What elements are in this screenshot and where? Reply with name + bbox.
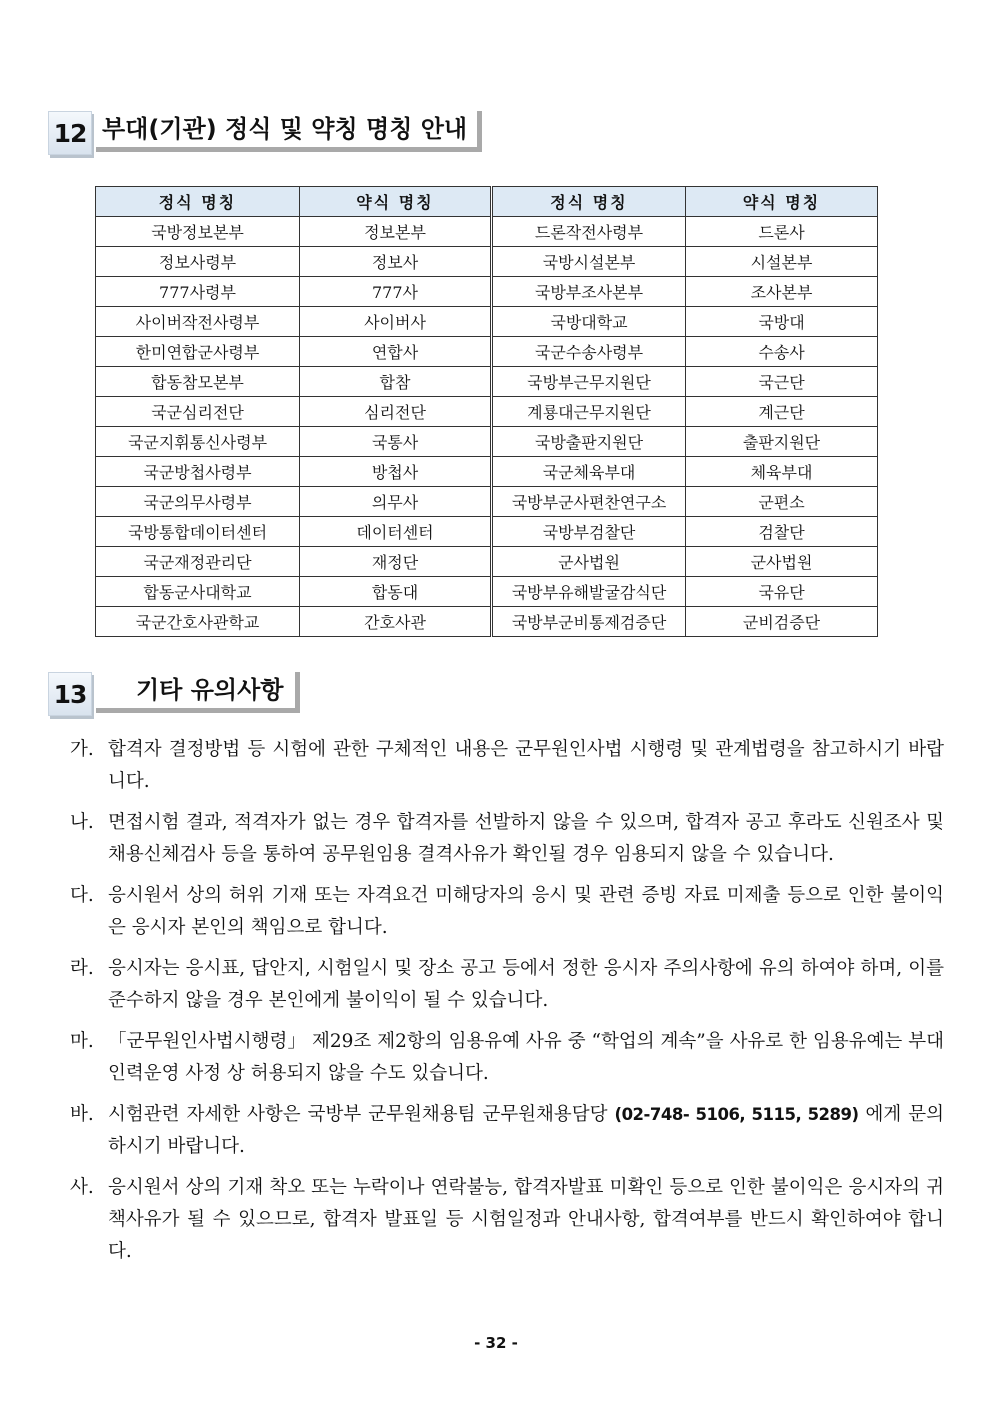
official-name-cell: 국군심리전단 [96, 397, 300, 427]
note-item [70, 1172, 944, 1268]
short-name-cell: 합동대 [300, 577, 492, 607]
short-name-cell: 간호사관 [300, 607, 492, 637]
note-text-tail: 에게 문의하시기 바랍니다. [108, 1104, 944, 1157]
official-name-cell: 드론작전사령부 [492, 217, 686, 247]
short-name-cell: 정보본부 [300, 217, 492, 247]
official-name-cell: 국방부근무지원단 [492, 367, 686, 397]
section-number-badge: 13 [48, 672, 92, 716]
table-row [96, 577, 878, 607]
short-name-cell: 군편소 [686, 487, 878, 517]
section-12-header [48, 111, 518, 157]
official-name-cell: 777사령부 [96, 277, 300, 307]
short-name-cell: 데이터센터 [300, 517, 492, 547]
table-row [96, 277, 878, 307]
official-name-cell: 국방출판지원단 [492, 427, 686, 457]
note-text [108, 734, 944, 798]
short-name-cell: 군사법원 [686, 547, 878, 577]
note-text [108, 880, 944, 944]
short-name-cell: 검찰단 [686, 517, 878, 547]
official-name-cell: 합동군사대학교 [96, 577, 300, 607]
short-name-cell: 연합사 [300, 337, 492, 367]
note-text [108, 953, 944, 1017]
official-name-cell: 군사법원 [492, 547, 686, 577]
official-name-cell: 국방대학교 [492, 307, 686, 337]
note-text-main: 면접시험 결과, 적격자가 없는 경우 합격자를 선발하지 않을 수 있으며, 합격자 공고 후라도 신원조사 및 채용신체검사 등을 통하여 공무원임용 결격사유가 확인될 경우 임용되지 않을 수 있습니다. [108, 812, 944, 865]
note-text [108, 807, 944, 871]
note-marker: 다. [70, 885, 94, 906]
short-name-cell: 국근단 [686, 367, 878, 397]
header-official-name: 정식 명칭 [492, 187, 686, 217]
short-name-cell: 국방대 [686, 307, 878, 337]
note-text-main: 「군무원인사법시행령」 제29조 제2항의 임용유예 사유 중 “학업의 계속”을 사유로 한 임용유예는 부대 인력운영 사정 상 허용되지 않을 수도 있습니다. [108, 1031, 944, 1084]
note-text [108, 1172, 944, 1268]
short-name-cell: 시설본부 [686, 247, 878, 277]
notes-list [70, 734, 944, 1277]
official-name-cell: 계룡대근무지원단 [492, 397, 686, 427]
header-short-name: 약식 명칭 [300, 187, 492, 217]
note-text-main: 응시원서 상의 기재 착오 또는 누락이나 연락불능, 합격자발표 미확인 등으로 인한 불이익은 응시자의 귀책사유가 될 수 있으므로, 합격자 발표일 등 시험일정과 안내사항, 합격여부를 반드시 확인하여야 합니다. [108, 1177, 944, 1262]
official-name-cell: 국방부군사편찬연구소 [492, 487, 686, 517]
header-official-name: 정식 명칭 [96, 187, 300, 217]
header-short-name: 약식 명칭 [686, 187, 878, 217]
official-name-cell: 국방시설본부 [492, 247, 686, 277]
short-name-cell: 정보사 [300, 247, 492, 277]
note-text-main: 시험관련 자세한 사항은 국방부 군무원채용팀 군무원채용담당 [108, 1104, 615, 1125]
note-text-main: 응시원서 상의 허위 기재 또는 자격요건 미해당자의 응시 및 관련 증빙 자료 미제출 등으로 인한 불이익은 응시자 본인의 책임으로 합니다. [108, 885, 944, 938]
short-name-cell: 조사본부 [686, 277, 878, 307]
official-name-cell: 국방부군비통제검증단 [492, 607, 686, 637]
official-name-cell: 국군재정관리단 [96, 547, 300, 577]
short-name-cell: 방첩사 [300, 457, 492, 487]
note-marker: 라. [70, 958, 94, 979]
table-row [96, 427, 878, 457]
table-row [96, 607, 878, 637]
table-row [96, 547, 878, 577]
table-row [96, 517, 878, 547]
note-marker: 마. [70, 1031, 94, 1052]
note-text-main: 응시자는 응시표, 답안지, 시험일시 및 장소 공고 등에서 정한 응시자 주의사항에 유의 하여야 하며, 이를 준수하지 않을 경우 본인에게 불이익이 될 수 있습니다. [108, 958, 944, 1011]
table-row [96, 457, 878, 487]
page-number: - 32 - [474, 1334, 518, 1352]
note-item [70, 807, 944, 871]
official-name-cell: 국군수송사령부 [492, 337, 686, 367]
short-name-cell: 사이버사 [300, 307, 492, 337]
short-name-cell: 국유단 [686, 577, 878, 607]
note-marker: 가. [70, 739, 94, 760]
short-name-cell: 합참 [300, 367, 492, 397]
table-row [96, 307, 878, 337]
note-item [70, 734, 944, 798]
note-text-main: 합격자 결정방법 등 시험에 관한 구체적인 내용은 군무원인사법 시행령 및 관계법령을 참고하시기 바랍니다. [108, 739, 944, 792]
note-item [70, 880, 944, 944]
table-row [96, 217, 878, 247]
official-name-cell: 국방통합데이터센터 [96, 517, 300, 547]
table-header-row [96, 187, 878, 217]
official-name-cell: 한미연합군사령부 [96, 337, 300, 367]
official-name-cell: 국방부유해발굴감식단 [492, 577, 686, 607]
short-name-cell: 체육부대 [686, 457, 878, 487]
note-marker: 나. [70, 812, 94, 833]
official-name-cell: 국방부검찰단 [492, 517, 686, 547]
short-name-cell: 심리전단 [300, 397, 492, 427]
short-name-cell: 재정단 [300, 547, 492, 577]
note-text [108, 1099, 944, 1163]
section-13-header [48, 672, 338, 718]
official-name-cell: 국방부조사본부 [492, 277, 686, 307]
note-text [108, 1026, 944, 1090]
section-number-badge: 12 [48, 111, 92, 155]
table-row [96, 337, 878, 367]
official-name-cell: 국방정보본부 [96, 217, 300, 247]
table-row [96, 397, 878, 427]
note-marker: 바. [70, 1104, 94, 1125]
short-name-cell: 군비검증단 [686, 607, 878, 637]
note-item [70, 1099, 944, 1163]
table-row [96, 247, 878, 277]
note-marker: 사. [70, 1177, 94, 1198]
official-name-cell: 국군방첩사령부 [96, 457, 300, 487]
short-name-cell: 드론사 [686, 217, 878, 247]
section-title: 기타 유의사항 [96, 672, 300, 713]
note-item [70, 953, 944, 1017]
official-name-cell: 사이버작전사령부 [96, 307, 300, 337]
official-name-cell: 합동참모본부 [96, 367, 300, 397]
table-row [96, 367, 878, 397]
table-row [96, 487, 878, 517]
section-title: 부대(기관) 정식 및 약칭 명칭 안내 [96, 111, 482, 152]
official-name-cell: 국군간호사관학교 [96, 607, 300, 637]
official-name-cell: 정보사령부 [96, 247, 300, 277]
official-name-cell: 국군체육부대 [492, 457, 686, 487]
short-name-cell: 출판지원단 [686, 427, 878, 457]
unit-name-table [95, 186, 878, 637]
short-name-cell: 수송사 [686, 337, 878, 367]
short-name-cell: 계근단 [686, 397, 878, 427]
official-name-cell: 국군지휘통신사령부 [96, 427, 300, 457]
short-name-cell: 의무사 [300, 487, 492, 517]
short-name-cell: 777사 [300, 277, 492, 307]
official-name-cell: 국군의무사령부 [96, 487, 300, 517]
short-name-cell: 국통사 [300, 427, 492, 457]
contact-phone-numbers: (02-748- 5106, 5115, 5289) [614, 1105, 859, 1124]
note-item [70, 1026, 944, 1090]
